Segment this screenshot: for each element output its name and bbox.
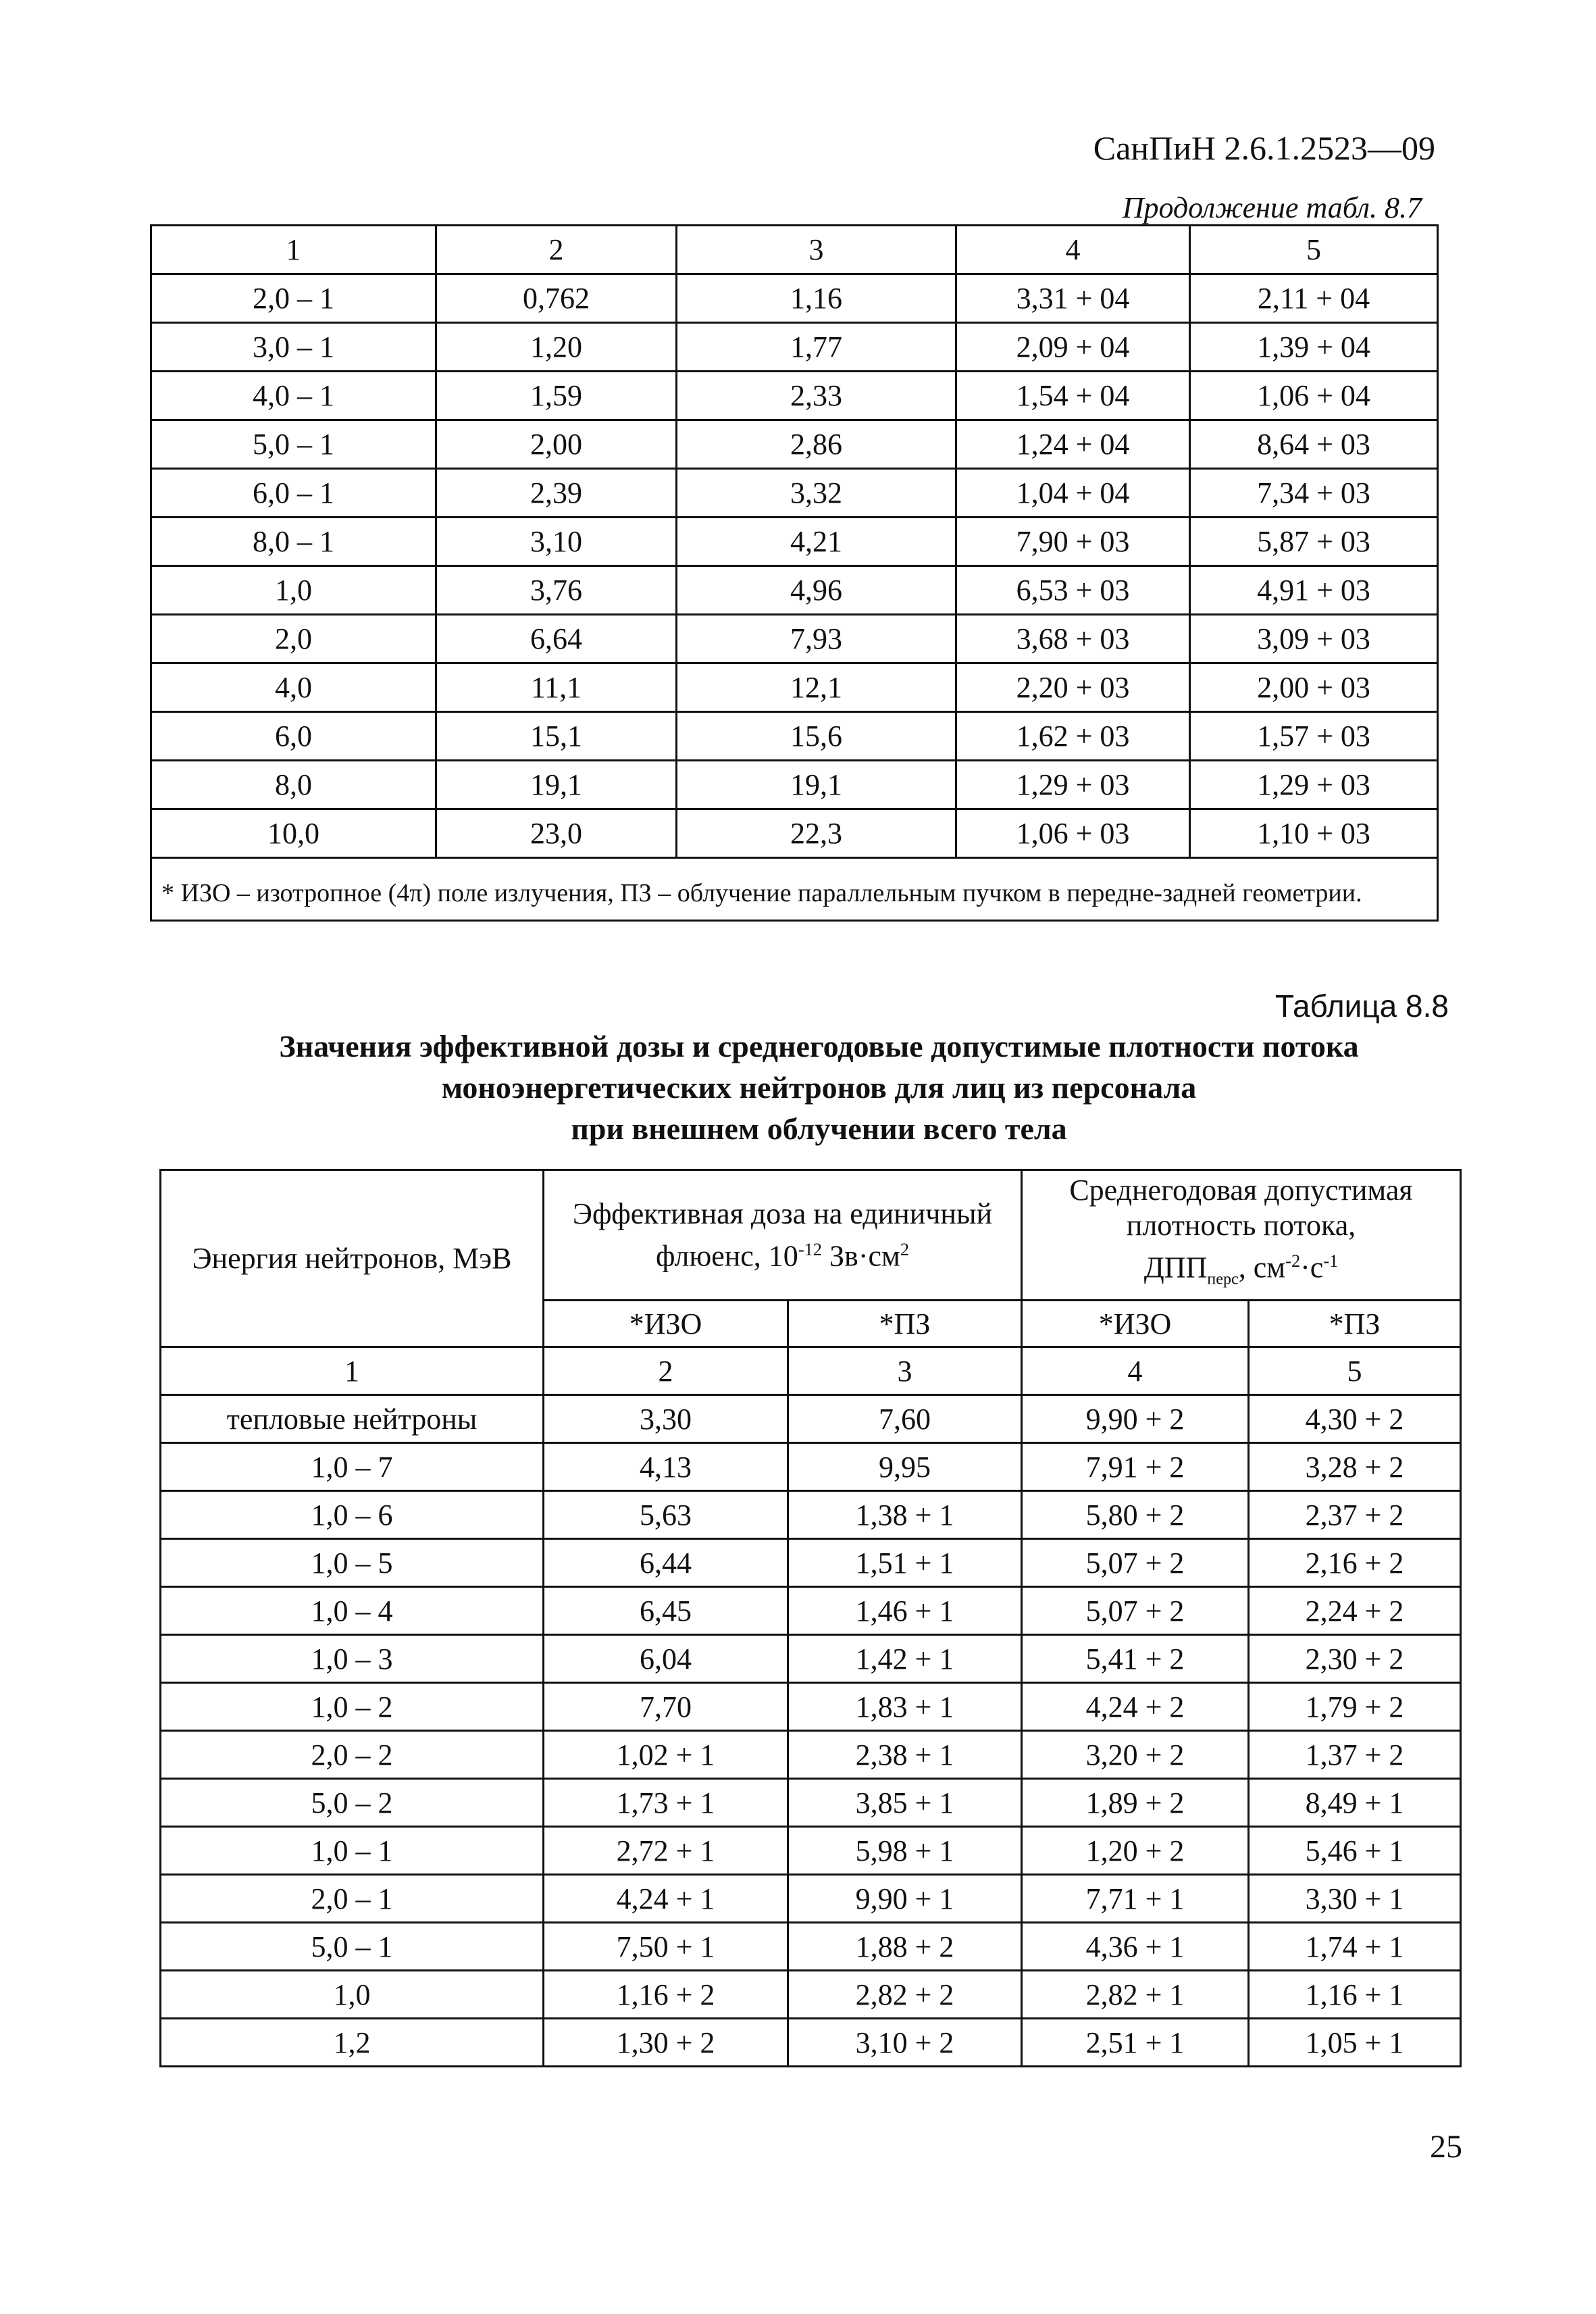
table-cell: 1,57 + 03 [1190, 712, 1438, 761]
table-cell: 3,20 + 2 [1022, 1731, 1249, 1779]
column-number-row [161, 1347, 1461, 1395]
table-cell: 5,98 + 1 [788, 1827, 1022, 1875]
table-cell: 2,86 [677, 420, 956, 469]
table-cell: 19,1 [677, 761, 956, 809]
table-8-7-continued [150, 224, 1439, 922]
table-cell: 1,29 + 03 [1190, 761, 1438, 809]
table-cell: 7,93 [677, 615, 956, 663]
table-row [161, 1971, 1461, 2019]
table-cell: 2,82 + 2 [788, 1971, 1022, 2019]
table-row [161, 1779, 1461, 1827]
table-cell: 5,0 – 1 [151, 420, 436, 469]
table-row [151, 469, 1438, 518]
table-cell: 5,46 + 1 [1249, 1827, 1461, 1875]
table-cell: 3,10 + 2 [788, 2019, 1022, 2067]
table-row [151, 372, 1438, 420]
table-cell: 5,07 + 2 [1022, 1587, 1249, 1635]
table-cell: 1,62 + 03 [956, 712, 1190, 761]
table-cell: 2,0 – 2 [161, 1731, 544, 1779]
table-cell: 2,72 + 1 [544, 1827, 788, 1875]
table-cell: 7,91 + 2 [1022, 1443, 1249, 1491]
table-cell: 8,0 [151, 761, 436, 809]
table-cell: 3 [677, 226, 956, 274]
table-row [151, 761, 1438, 809]
continuation-label: Продолжение табл. 8.7 [1122, 191, 1422, 224]
table-cell: 1,0 [161, 1971, 544, 2019]
table-title-line: при внешнем облучении всего тела [571, 1111, 1067, 1146]
table-cell: 7,70 [544, 1683, 788, 1731]
header-annual-flux-density: Среднегодовая допустимая плотность потока, $ДПП_{перс}$, $см^{-2}\cdot с^{-1}$ [1022, 1170, 1461, 1301]
table-cell: 2,00 + 03 [1190, 663, 1438, 712]
table-cell: 8,49 + 1 [1249, 1779, 1461, 1827]
table-cell: 3,32 [677, 469, 956, 518]
table-title-line: Значения эффективной дозы и среднегодовые допустимые плотности потока [279, 1029, 1359, 1063]
table-cell: 6,44 [544, 1539, 788, 1587]
table-cell: 2,39 [436, 469, 677, 518]
header-pz-dpp: *ПЗ [1249, 1301, 1461, 1347]
table-cell: 1,89 + 2 [1022, 1779, 1249, 1827]
table-cell: 4,0 [151, 663, 436, 712]
table-cell: 2,16 + 2 [1249, 1539, 1461, 1587]
document-code: СанПиН 2.6.1.2523—09 [1093, 129, 1435, 167]
table-cell: 4 [1022, 1347, 1249, 1395]
table-cell: 7,90 + 03 [956, 518, 1190, 566]
page-number: 25 [1430, 2129, 1462, 2165]
table-label: Таблица 8.8 [1275, 988, 1449, 1024]
table-cell: 5,0 – 1 [161, 1923, 544, 1971]
table-cell: 11,1 [436, 663, 677, 712]
table-title-line: моноэнергетических нейтронов для лиц из персонала [441, 1070, 1197, 1105]
table-cell: 1 [161, 1347, 544, 1395]
table-cell: 3,31 + 04 [956, 274, 1190, 323]
table-row [161, 1443, 1461, 1491]
table-cell: 2,0 [151, 615, 436, 663]
table-cell: 1,39 + 04 [1190, 323, 1438, 372]
table-cell: 4,30 + 2 [1249, 1395, 1461, 1443]
table-cell: 5,80 + 2 [1022, 1491, 1249, 1539]
table-cell: 4 [956, 226, 1190, 274]
table-cell: 8,0 – 1 [151, 518, 436, 566]
table-row [151, 809, 1438, 858]
table-row [151, 420, 1438, 469]
table-cell: 1,51 + 1 [788, 1539, 1022, 1587]
table-cell: 22,3 [677, 809, 956, 858]
table-cell: 1 [151, 226, 436, 274]
table-cell: 2,11 + 04 [1190, 274, 1438, 323]
table-cell: 5,87 + 03 [1190, 518, 1438, 566]
table-row [161, 1827, 1461, 1875]
table-cell: 4,13 [544, 1443, 788, 1491]
table-cell: 1,54 + 04 [956, 372, 1190, 420]
table-cell: 3,09 + 03 [1190, 615, 1438, 663]
table-row [151, 712, 1438, 761]
table-row [161, 1923, 1461, 1971]
table-cell: 3 [788, 1347, 1022, 1395]
table-cell: 4,91 + 03 [1190, 566, 1438, 615]
table-cell: 3,0 – 1 [151, 323, 436, 372]
table-title [176, 1026, 1462, 1149]
table-cell: 7,60 [788, 1395, 1022, 1443]
table-cell: 7,50 + 1 [544, 1923, 788, 1971]
table-cell: 1,02 + 1 [544, 1731, 788, 1779]
table-cell: 1,37 + 2 [1249, 1731, 1461, 1779]
table-cell: 6,04 [544, 1635, 788, 1683]
table-cell: 1,16 + 2 [544, 1971, 788, 2019]
table-cell: 4,36 + 1 [1022, 1923, 1249, 1971]
table-row [151, 566, 1438, 615]
table-8-8 [159, 1169, 1462, 2067]
table-cell: 1,0 – 6 [161, 1491, 544, 1539]
table-cell: 3,30 + 1 [1249, 1875, 1461, 1923]
table-cell: 1,20 [436, 323, 677, 372]
table-cell: 3,76 [436, 566, 677, 615]
table-cell: 1,59 [436, 372, 677, 420]
table-cell: 1,0 – 4 [161, 1587, 544, 1635]
table-cell: 1,46 + 1 [788, 1587, 1022, 1635]
table-cell: 12,1 [677, 663, 956, 712]
table-row [161, 1395, 1461, 1443]
table-8-8-body [161, 1347, 1461, 2067]
header-effective-dose: Эффективная доза на единичный флюенс, $10^{-12}$ $Зв\cdot см^2$ [544, 1170, 1022, 1301]
table-cell: 1,16 [677, 274, 956, 323]
table-cell: 2,24 + 2 [1249, 1587, 1461, 1635]
table-cell: 1,0 [151, 566, 436, 615]
table-cell: 2,51 + 1 [1022, 2019, 1249, 2067]
table-8-7-body [151, 226, 1438, 921]
table-row [161, 1587, 1461, 1635]
header-iso-dpp: *ИЗО [1022, 1301, 1249, 1347]
table-cell: 9,90 + 1 [788, 1875, 1022, 1923]
table-row [161, 2019, 1461, 2067]
table-cell: 3,28 + 2 [1249, 1443, 1461, 1491]
column-number-row [151, 226, 1438, 274]
table-cell: 1,0 – 7 [161, 1443, 544, 1491]
table-row [161, 1635, 1461, 1683]
table-cell: 1,77 [677, 323, 956, 372]
table-footnote: * ИЗО – изотропное (4π) поле излучения, ПЗ – облучение параллельным пучком в передне-задней геометрии. [151, 858, 1438, 921]
table-cell: 2 [544, 1347, 788, 1395]
table-cell: 2,09 + 04 [956, 323, 1190, 372]
table-cell: 10,0 [151, 809, 436, 858]
table-cell: 2,0 – 1 [161, 1875, 544, 1923]
table-cell: 4,24 + 2 [1022, 1683, 1249, 1731]
table-cell: 2,00 [436, 420, 677, 469]
table-cell: 1,30 + 2 [544, 2019, 788, 2067]
table-cell: 1,0 – 3 [161, 1635, 544, 1683]
table-cell: 4,0 – 1 [151, 372, 436, 420]
header-pz-dose: *ПЗ [788, 1301, 1022, 1347]
table-cell: 5,07 + 2 [1022, 1539, 1249, 1587]
table-cell: 1,73 + 1 [544, 1779, 788, 1827]
table-row [161, 1875, 1461, 1923]
table-cell: 1,42 + 1 [788, 1635, 1022, 1683]
table-cell: 2,33 [677, 372, 956, 420]
table-cell: 1,05 + 1 [1249, 2019, 1461, 2067]
table-cell: 5,41 + 2 [1022, 1635, 1249, 1683]
table-cell: 1,10 + 03 [1190, 809, 1438, 858]
table-cell: 5,0 – 2 [161, 1779, 544, 1827]
table-cell: 3,30 [544, 1395, 788, 1443]
table-cell: 15,1 [436, 712, 677, 761]
table-cell: 3,10 [436, 518, 677, 566]
table-cell: 4,96 [677, 566, 956, 615]
table-cell: 1,0 – 5 [161, 1539, 544, 1587]
header-energy: Энергия нейтронов, МэВ [161, 1170, 544, 1347]
table-cell: 1,74 + 1 [1249, 1923, 1461, 1971]
table-row [151, 274, 1438, 323]
table-cell: 6,0 [151, 712, 436, 761]
table-cell: 2,38 + 1 [788, 1731, 1022, 1779]
table-cell: 1,06 + 03 [956, 809, 1190, 858]
table-row [151, 323, 1438, 372]
table-cell: 1,04 + 04 [956, 469, 1190, 518]
table-cell: 4,21 [677, 518, 956, 566]
table-row [161, 1491, 1461, 1539]
table-cell: 2,0 – 1 [151, 274, 436, 323]
table-cell: 4,24 + 1 [544, 1875, 788, 1923]
table-cell: 1,20 + 2 [1022, 1827, 1249, 1875]
table-cell: 5 [1190, 226, 1438, 274]
table-cell: 6,64 [436, 615, 677, 663]
table-cell: 1,83 + 1 [788, 1683, 1022, 1731]
table-cell: тепловые нейтроны [161, 1395, 544, 1443]
table-cell: 1,06 + 04 [1190, 372, 1438, 420]
table-cell: 6,0 – 1 [151, 469, 436, 518]
table-cell: 5 [1249, 1347, 1461, 1395]
table-cell: 1,88 + 2 [788, 1923, 1022, 1971]
table-cell: 1,16 + 1 [1249, 1971, 1461, 2019]
table-cell: 1,24 + 04 [956, 420, 1190, 469]
table-cell: 1,29 + 03 [956, 761, 1190, 809]
table-cell: 1,0 – 2 [161, 1683, 544, 1731]
table-cell: 1,2 [161, 2019, 544, 2067]
table-cell: 3,85 + 1 [788, 1779, 1022, 1827]
table-cell: 23,0 [436, 809, 677, 858]
table-cell: 0,762 [436, 274, 677, 323]
table-cell: 9,90 + 2 [1022, 1395, 1249, 1443]
table-cell: 15,6 [677, 712, 956, 761]
table-row [161, 1731, 1461, 1779]
table-cell: 2,30 + 2 [1249, 1635, 1461, 1683]
table-cell: 2,20 + 03 [956, 663, 1190, 712]
table-cell: 3,68 + 03 [956, 615, 1190, 663]
table-cell: 2,82 + 1 [1022, 1971, 1249, 2019]
table-cell: 1,0 – 1 [161, 1827, 544, 1875]
table-cell: 19,1 [436, 761, 677, 809]
table-cell: 6,53 + 03 [956, 566, 1190, 615]
table-cell: 1,38 + 1 [788, 1491, 1022, 1539]
table-cell: 2,37 + 2 [1249, 1491, 1461, 1539]
table-row [161, 1683, 1461, 1731]
table-cell: 6,45 [544, 1587, 788, 1635]
table-row [161, 1539, 1461, 1587]
table-cell: 5,63 [544, 1491, 788, 1539]
header-iso-dose: *ИЗО [544, 1301, 788, 1347]
table-cell: 8,64 + 03 [1190, 420, 1438, 469]
table-cell: 1,79 + 2 [1249, 1683, 1461, 1731]
table-row [151, 663, 1438, 712]
table-row [151, 518, 1438, 566]
table-cell: 9,95 [788, 1443, 1022, 1491]
table-cell: 7,34 + 03 [1190, 469, 1438, 518]
table-cell: 2 [436, 226, 677, 274]
table-row [151, 615, 1438, 663]
footnote-row [151, 858, 1438, 921]
table-8-8-header [161, 1170, 1461, 1347]
table-cell: 7,71 + 1 [1022, 1875, 1249, 1923]
